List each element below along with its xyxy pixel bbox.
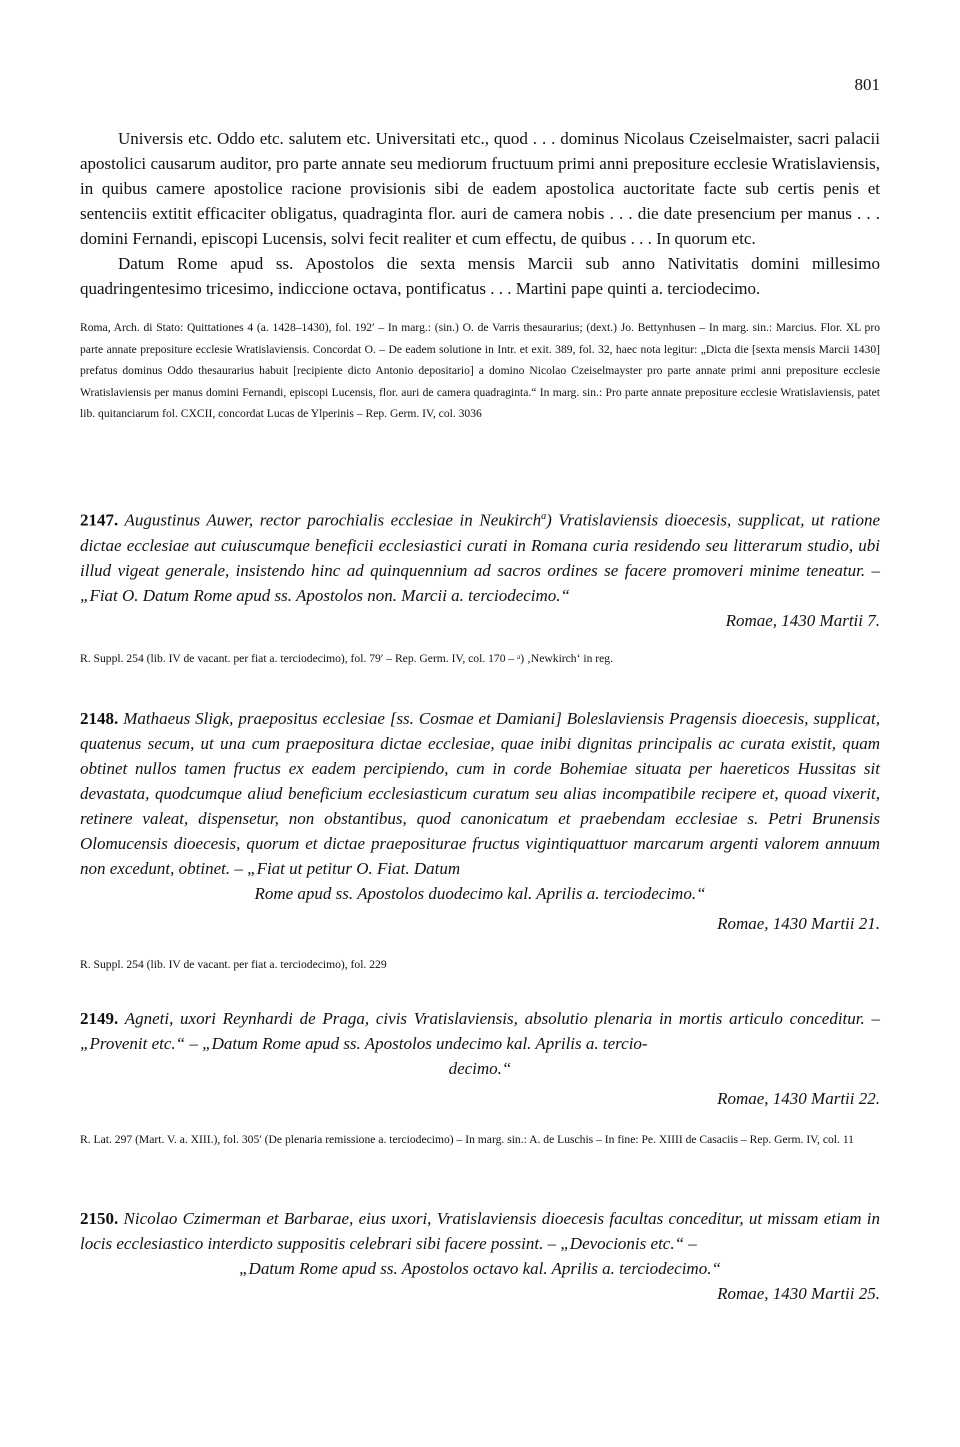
intro-paragraph-1: Universis etc. Oddo etc. salutem etc. Universitati etc., quod . . . dominus Nicolaus Czeiselmaister, sacri palacii apostolici causarum auditor, pro parte annate seu mediorum fructuum primi anni prepositure ecclesie Wratislaviensis, in quibus camere apostolice racione provisionis sibi de eadem apostolica auctoritate facte sub certis penis et sentenciis extitit efficaciter obligatus, quadraginta flor. auri de camera nobis . . . die date presencium per manus . . . domini Fernandi, episcopi Lucensis, solvi fecit realiter et cum effectu, de quibus . . . In quorum etc. (80, 129, 880, 248)
entry-date: Romae, 1430 Martii 21. (717, 914, 880, 933)
entry-2150 (80, 1206, 880, 1306)
entry-reference-note: R. Suppl. 254 (lib. IV de vacant. per fiat a. terciodecimo), fol. 229 (80, 958, 387, 971)
entry-reference-note: R. Suppl. 254 (lib. IV de vacant. per fiat a. terciodecimo), fol. 79′ – Rep. Germ. IV, col. 170 – ᵃ) ‚Newkirch‘ in reg. (80, 651, 613, 665)
entry-text (80, 504, 880, 608)
entry-text (80, 1206, 880, 1256)
entry-2149 (80, 1006, 880, 1151)
entry-centered-line: Rome apud ss. Apostolos duodecimo kal. Aprilis a. terciodecimo.“ (254, 884, 706, 903)
entry-text-part-a: Nicolao Czimerman et Barbarae, eius uxori, Vratislaviensis dioecesis facultas conceditur, ut missam etiam in locis ecclesiastico interdicto suppositis celebrari sibi facere possint. – „Devocionis etc.“ – (80, 1209, 880, 1253)
entry-text-part-b: ) Vratislaviensis dioecesis, supplicat, ut ratione dictae ecclesiae aut cuiuscumque beneficii ecclesiastici curati in Romana curia residendo seu litterarum studio, ubi illud vigeat generale, insistendo hinc ad quinquennium ad sacros ordines se facere promoveri minime teneatur. – „Fiat O. Datum Rome apud ss. Apostolos non. Marcii a. terciodecimo.“ (80, 510, 880, 605)
entry-date: Romae, 1430 Martii 22. (717, 1089, 880, 1108)
entry-centered-line: decimo.“ (448, 1059, 512, 1078)
entry-centered-line: „Datum Rome apud ss. Apostolos octavo kal. Aprilis a. terciodecimo.“ (239, 1259, 721, 1278)
entry-number: 2150. (80, 1209, 119, 1228)
intro-paragraph-2: Datum Rome apud ss. Apostolos die sexta mensis Marcii sub anno Nativitatis domini millesimo quadringentesimo tricesimo, indiccione octava, pontificatus . . . Martini pape quinti a. terciodecimo. (80, 254, 880, 298)
entry-text-part-a: Augustinus Auwer, rector parochialis ecclesiae in Neukirch (124, 510, 542, 530)
entry-date: Romae, 1430 Martii 7. (725, 610, 880, 630)
intro-footnote (80, 317, 880, 425)
page-number: 801 (854, 75, 880, 94)
entry-number: 2147. (80, 510, 119, 530)
entry-text (80, 706, 880, 881)
entry-number: 2148. (80, 709, 119, 728)
entry-text (80, 1006, 880, 1056)
entry-text-part-a: Mathaeus Sligk, praepositus ecclesiae [ss. Cosmae et Damiani] Boleslaviensis Pragensis dioecesis, supplicat, quatenus secum, ut una cum praepositura dictae ecclesiae, quae inibi dignitas principalis ac curata existit, quam obtinet nullos tamen fructus ex eadem percipiendo, cum in corde Bohemiae situata per haereticos Hussitas sit devastata, quodcumque aliud beneficium ecclesiasticum curatum seu alias incompatibile recipere et, quoad vixerit, retinere valeat, dispensetur, non obstantibus, quod canonicatum et praebendam ecclesiae s. Petri Brunensis Olomucensis dioecesis, quorum et dictae praepositurae fructus vigintiquattuor marcarum argenti valorem annuum non excedunt, obtinet. – „Fiat ut petitur O. Fiat. Datum (80, 709, 881, 878)
intro-block (80, 126, 880, 425)
entry-2147 (80, 504, 880, 669)
entry-date: Romae, 1430 Martii 25. (717, 1284, 880, 1303)
footnote-marker: a (541, 511, 547, 522)
intro-footnote-text: Roma, Arch. di Stato: Quittationes 4 (a. 1428–1430), fol. 192′ – In marg.: (sin.) O. de Varris thesaurarius; (dext.) Jo. Bettynhusen – In marg. sin.: Marcius. Flor. XL pro parte annate prepositure ecclesie Wratislaviensis. Concordat O. – De eadem solutione in Intr. et exit. 389, fol. 32, haec nota legitur: „Dicta die [sexta mensis Marcii 1430] prefatus dominus Oddo thesaurarius habuit [recipiente dicto Antonio depositario] a domino Nicolao Czeiselmayster pro parte annate primi anni prepositure ecclesie Wratislaviensis per manus domini Fernandi, episcopi Lucensis, flor. auri de camera quadraginta.“ In marg. sin.: Pro parte annate prepositure ecclesie Wratislaviensis, patet lib. quitanciarum fol. CXCII, concordat Lucas de Ylperinis – Rep. Germ. IV, col. 3036 (80, 321, 880, 420)
entry-reference-note: R. Lat. 297 (Mart. V. a. XIII.), fol. 305′ (De plenaria remissione a. terciodecimo) – In marg. sin.: A. de Luschis – In fine: Pe. XIIII de Casaciis – Rep. Germ. IV, col. 11 (80, 1133, 854, 1146)
entry-text-part-a: Agneti, uxori Reynhardi de Praga, civis Vratislaviensis, absolutio plenaria in mortis articulo conceditur. – „Provenit etc.“ – „Datum Rome apud ss. Apostolos undecimo kal. Aprilis a. tercio- (80, 1009, 880, 1053)
entry-number: 2149. (80, 1009, 119, 1028)
entry-2148 (80, 706, 880, 976)
